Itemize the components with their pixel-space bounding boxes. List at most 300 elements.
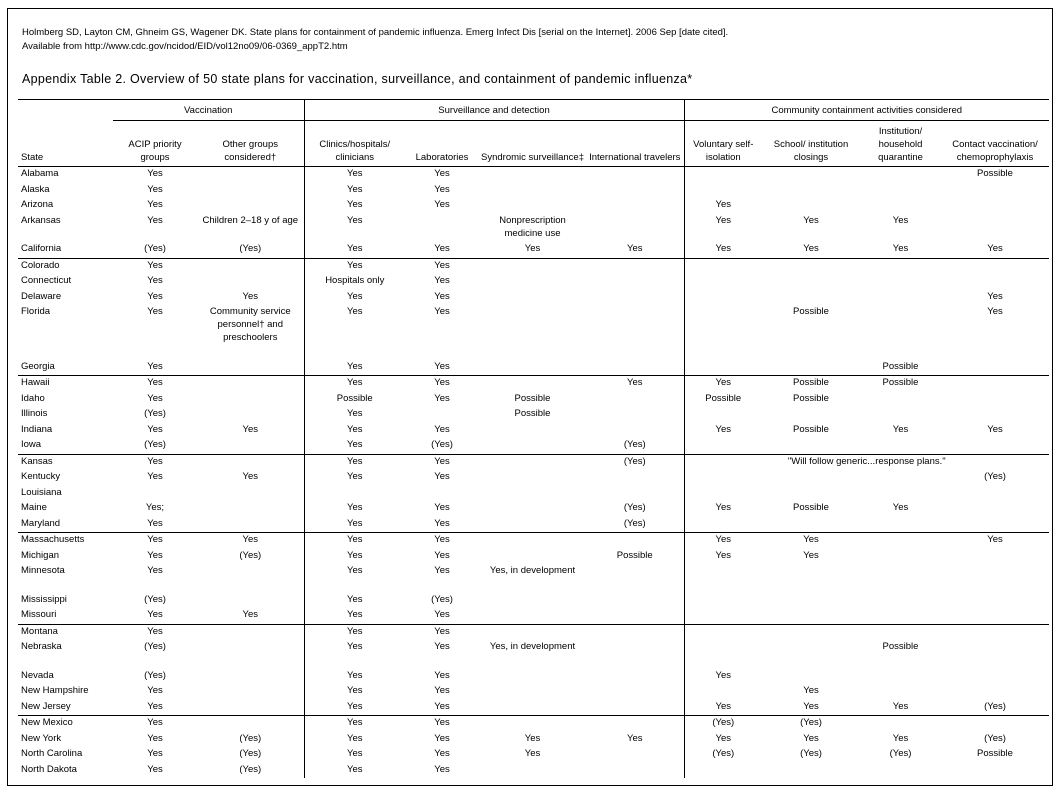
table-cell: Yes: [684, 700, 762, 716]
table-cell: Yes: [987, 306, 1003, 317]
state-column-header: State: [18, 121, 113, 167]
table-cell: [941, 608, 1049, 624]
table-cell: [860, 470, 941, 486]
table-cell: [941, 392, 1049, 408]
table-cell: [197, 407, 304, 423]
table-cell: Possible: [514, 408, 551, 419]
table-cell: Yes: [304, 732, 405, 748]
table-cell: (Yes): [239, 732, 262, 744]
table-row: [18, 274, 1049, 290]
table-cell: [586, 533, 684, 549]
table-row: [18, 423, 1049, 439]
table-cell: Possible: [514, 392, 551, 404]
table-cell: Yes: [304, 700, 405, 716]
table-cell: [684, 360, 762, 376]
table-cell: Community service personnel† and preschoolers: [209, 306, 291, 343]
table-cell: [684, 167, 762, 183]
table-cell: [860, 183, 941, 199]
table-cell: [941, 501, 1049, 517]
table-cell: [197, 198, 304, 214]
table-cell: Yes: [147, 565, 163, 576]
table-cell: Possible: [882, 360, 919, 372]
table-cell: Yes: [304, 360, 405, 376]
table-row: [18, 564, 1049, 593]
table-cell: Yes: [405, 376, 479, 392]
table-cell: Yes: [434, 609, 450, 620]
state-cell: North Carolina: [21, 748, 83, 759]
table-cell: [197, 486, 304, 502]
table-cell: [941, 669, 1049, 685]
table-cell: [941, 624, 1049, 640]
table-cell: Yes: [304, 564, 405, 593]
table-cell: [941, 716, 1049, 732]
table-cell: Yes: [304, 407, 405, 423]
table-cell: Possible: [860, 376, 941, 392]
table-cell: Yes: [147, 423, 163, 435]
table-cell: Yes: [987, 423, 1003, 435]
table-cell: (Yes): [239, 748, 262, 759]
table-cell: [586, 305, 684, 360]
citation-line-1: Holmberg SD, Layton CM, Ghneim GS, Wagener DK. State plans for containment of pandemic influenza. Emerg Infect Dis [serial on the Internet]. 2006 Sep [date cited].: [22, 27, 729, 38]
table-cell: Yes, in development: [489, 641, 576, 652]
table-row: [18, 198, 1049, 214]
table-cell: [197, 669, 304, 685]
table-cell: Yes: [892, 502, 909, 513]
table-cell: Yes: [304, 290, 405, 306]
state-cell: Arkansas: [21, 214, 61, 226]
table-cell: [684, 274, 762, 290]
self-isolation-column-header: Voluntary self-isolation: [684, 121, 762, 167]
table-cell: (Yes): [762, 716, 860, 732]
table-cell: Yes: [304, 624, 405, 640]
syndromic-column-header: Syndromic surveillance‡: [479, 121, 586, 167]
table-cell: [586, 684, 684, 700]
state-cell: Louisiana: [21, 486, 62, 498]
table-cell: Yes: [304, 763, 405, 779]
table-cell: Yes: [586, 376, 684, 392]
table-cell: Yes: [304, 454, 405, 470]
table-cell: Yes: [304, 183, 405, 199]
table-cell: Yes: [147, 517, 163, 529]
table-cell: Yes: [405, 533, 479, 549]
table-cell: [762, 593, 860, 609]
state-cell: Missouri: [21, 609, 57, 620]
table-cell: Yes: [304, 214, 405, 243]
table-cell: Yes: [304, 423, 405, 439]
table-cell: [405, 407, 479, 423]
table-cell: [586, 716, 684, 732]
table-cell: [586, 640, 684, 669]
table-cell: [479, 486, 586, 502]
table-cell: [941, 593, 1049, 609]
table-cell: (Yes): [144, 669, 166, 681]
table-cell: Yes: [434, 423, 450, 435]
table-cell: (Yes): [431, 593, 453, 605]
table-cell: Yes: [434, 183, 450, 195]
table-cell: [762, 167, 860, 183]
table-cell: Yes: [147, 763, 163, 775]
state-cell: Georgia: [21, 360, 55, 372]
table-cell: Yes: [242, 471, 258, 482]
table-cell: (Yes): [800, 748, 822, 759]
table-cell: Yes: [434, 243, 450, 254]
table-cell: Yes: [147, 392, 163, 404]
table-cell: Yes: [892, 423, 909, 435]
table-cell: [479, 669, 586, 685]
table-row: [18, 392, 1049, 408]
table-cell: Yes: [434, 517, 450, 529]
table-cell: [860, 608, 941, 624]
table-row: [18, 549, 1049, 565]
table-cell: [684, 183, 762, 199]
table-cell: Yes: [434, 199, 450, 210]
state-cell: New Jersey: [21, 700, 71, 712]
table-row: [18, 669, 1049, 685]
table-cell: [479, 716, 586, 732]
table-cell: Children 2–18 y of age: [202, 214, 299, 226]
table-cell: Yes: [147, 275, 163, 286]
table-cell: Yes: [147, 183, 163, 195]
table-cell: Yes: [434, 669, 450, 681]
table-cell: [941, 376, 1049, 392]
table-cell: [860, 258, 941, 274]
table-cell: (Yes): [144, 243, 166, 254]
table-cell: Possible: [616, 549, 653, 561]
state-cell: Minnesota: [21, 565, 65, 576]
table-cell: [762, 486, 860, 502]
table-cell: Possible: [793, 306, 829, 317]
table-cell: [684, 470, 762, 486]
table-cell: [479, 198, 586, 214]
table-cell: Yes: [434, 732, 450, 744]
table-cell: [197, 624, 304, 640]
table-row: [18, 486, 1049, 502]
table-cell: [860, 290, 941, 306]
table-cell: Possible: [793, 392, 829, 404]
table-cell: [684, 517, 762, 533]
table-cell: Yes: [147, 471, 163, 482]
table-cell: Possible: [684, 392, 762, 408]
table-cell: Yes: [304, 438, 405, 454]
table-cell: Yes: [242, 423, 258, 435]
state-cell: Montana: [18, 624, 113, 640]
table-cell: [762, 517, 860, 533]
table-cell: [197, 700, 304, 716]
table-cell: [197, 684, 304, 700]
table-cell: (Yes): [431, 439, 453, 450]
table-cell: Yes: [304, 198, 405, 214]
table-cell: [684, 763, 762, 779]
table-cell: [941, 438, 1049, 454]
state-cell: Idaho: [21, 392, 45, 404]
table-row: [18, 624, 1049, 640]
table-cell: [762, 198, 860, 214]
school-closings-column-header: School/ institution closings: [762, 121, 860, 167]
table-cell: Yes: [147, 700, 163, 712]
kansas-note-cell: "Will follow generic...response plans.": [684, 454, 1049, 470]
table-cell: [586, 274, 684, 290]
table-cell: [479, 517, 586, 533]
table-cell: [586, 214, 684, 243]
table-cell: [684, 640, 762, 669]
table-cell: Yes: [147, 290, 163, 302]
table-cell: Yes: [147, 199, 163, 210]
table-cell: Yes: [627, 732, 643, 744]
table-cell: (Yes): [144, 408, 166, 419]
table-cell: [197, 183, 304, 199]
quarantine-column-header: Institution/ household quarantine: [860, 121, 941, 167]
table-cell: Yes: [304, 608, 405, 624]
table-cell: [684, 564, 762, 593]
state-cell: North Dakota: [21, 763, 77, 775]
table-cell: Yes: [684, 501, 762, 517]
table-cell: Yes: [147, 168, 163, 179]
table-cell: Yes: [684, 669, 762, 685]
table-cell: [197, 454, 304, 470]
table-cell: Yes: [684, 549, 762, 565]
column-header-row: [18, 121, 1049, 167]
table-cell: [860, 549, 941, 565]
table-cell: Yes: [434, 392, 450, 404]
table-cell: [860, 669, 941, 685]
state-cell: Indiana: [21, 423, 53, 435]
table-cell: [684, 290, 762, 306]
table-cell: Yes: [892, 214, 909, 226]
table-cell: [197, 376, 304, 392]
table-cell: Yes: [434, 748, 450, 759]
table-cell: Yes: [242, 290, 258, 302]
vaccination-group-header: Vaccination: [113, 100, 304, 121]
table-cell: [684, 684, 762, 700]
table-cell: [479, 470, 586, 486]
table-cell: Possible: [793, 423, 829, 435]
table-cell: [684, 608, 762, 624]
table-cell: [479, 258, 586, 274]
table-cell: Yes: [892, 243, 909, 254]
table-cell: [762, 669, 860, 685]
table-row: [18, 593, 1049, 609]
table-cell: Yes: [941, 533, 1049, 549]
table-cell: [762, 438, 860, 454]
table-cell: Yes: [803, 700, 819, 712]
table-cell: Yes: [304, 640, 405, 669]
table-cell: [941, 198, 1049, 214]
table-cell: (Yes): [623, 439, 646, 450]
state-cell: Connecticut: [21, 275, 72, 286]
table-cell: [479, 700, 586, 716]
table-cell: Yes: [304, 305, 405, 360]
table-row: [18, 214, 1049, 243]
table-cell: [586, 624, 684, 640]
table-row: [18, 684, 1049, 700]
table-cell: [586, 564, 684, 593]
state-cell: Delaware: [21, 290, 62, 302]
table-cell: [586, 669, 684, 685]
table-cell: [197, 392, 304, 408]
table-cell: [941, 407, 1049, 423]
table-cell: Yes;: [145, 502, 165, 513]
table-cell: Yes: [987, 290, 1003, 302]
table-cell: [860, 274, 941, 290]
table-cell: [479, 608, 586, 624]
table-cell: Yes: [434, 641, 450, 652]
table-cell: [762, 470, 860, 486]
table-cell: (Yes): [623, 502, 646, 513]
table-cell: [586, 407, 684, 423]
table-row: [18, 747, 1049, 763]
table-cell: [941, 549, 1049, 565]
table-cell: (Yes): [144, 593, 166, 605]
table-row: [18, 716, 1049, 732]
table-cell: (Yes): [144, 439, 166, 450]
state-cell: Arizona: [21, 199, 54, 210]
table-row: [18, 501, 1049, 517]
table-cell: [762, 407, 860, 423]
table-cell: (Yes): [889, 748, 912, 759]
table-cell: Yes: [304, 167, 405, 183]
table-cell: Yes: [434, 275, 450, 286]
table-cell: Yes: [147, 214, 163, 226]
table-cell: (Yes): [984, 732, 1006, 744]
table-cell: [197, 640, 304, 669]
table-row: [18, 438, 1049, 454]
table-cell: Yes: [987, 243, 1003, 254]
table-row: [18, 608, 1049, 624]
table-cell: Yes: [684, 242, 762, 258]
table-cell: [762, 258, 860, 274]
table-cell: Yes: [113, 454, 197, 470]
table-cell: Yes: [304, 517, 405, 533]
table-cell: [684, 407, 762, 423]
table-cell: Yes: [627, 243, 643, 254]
table-cell: [197, 167, 304, 183]
table-cell: [197, 517, 304, 533]
table-cell: Yes: [892, 732, 909, 744]
table-cell: Yes: [304, 549, 405, 565]
table-cell: [684, 593, 762, 609]
table-cell: Yes: [304, 593, 405, 609]
table-cell: [762, 640, 860, 669]
table-cell: [586, 183, 684, 199]
table-cell: [479, 684, 586, 700]
table-cell: Yes: [434, 168, 450, 179]
table-cell: [304, 486, 405, 502]
table-cell: Possible: [304, 392, 405, 408]
international-travelers-column-header: International travelers: [586, 121, 684, 167]
table-cell: [586, 700, 684, 716]
table-cell: [941, 763, 1049, 779]
table-cell: [479, 305, 586, 360]
table-cell: Yes: [803, 243, 819, 254]
table-cell: Yes: [147, 306, 163, 317]
table-cell: (Yes): [623, 517, 646, 529]
table-cell: Yes: [304, 242, 405, 258]
table-cell: [479, 454, 586, 470]
table-row: [18, 167, 1049, 183]
table-cell: [941, 183, 1049, 199]
table-cell: [586, 290, 684, 306]
table-cell: [762, 564, 860, 593]
table-cell: [479, 274, 586, 290]
table-cell: [860, 438, 941, 454]
table-cell: (Yes): [239, 243, 262, 254]
table-cell: [479, 438, 586, 454]
table-cell: [479, 290, 586, 306]
table-cell: [586, 392, 684, 408]
table-cell: [586, 763, 684, 779]
table-cell: [860, 763, 941, 779]
table-cell: [586, 360, 684, 376]
table-cell: [197, 258, 304, 274]
table-cell: [586, 593, 684, 609]
state-cell: Nebraska: [21, 641, 62, 652]
table-cell: Yes: [434, 685, 450, 696]
surveillance-group-header: Surveillance and detection: [304, 100, 684, 121]
table-cell: Yes: [304, 747, 405, 763]
acip-priority-column-header: ACIP priority groups: [113, 121, 197, 167]
table-cell: Yes: [304, 669, 405, 685]
table-cell: Yes: [304, 470, 405, 486]
table-cell: [405, 486, 479, 502]
table-cell: Yes: [803, 549, 819, 561]
table-cell: [762, 274, 860, 290]
table-cell: [941, 564, 1049, 593]
citation: [22, 26, 1022, 54]
table-cell: [941, 517, 1049, 533]
table-cell: [860, 486, 941, 502]
table-cell: [586, 747, 684, 763]
table-cell: (Yes): [239, 763, 262, 775]
table-cell: [479, 763, 586, 779]
table-cell: [860, 564, 941, 593]
state-cell: Kentucky: [21, 471, 61, 482]
table-cell: [941, 258, 1049, 274]
table-cell: [479, 533, 586, 549]
table-title: Appendix Table 2. Overview of 50 state plans for vaccination, surveillance, and containment of pandemic influenza*: [22, 72, 693, 86]
table-cell: (Yes): [144, 641, 166, 652]
state-cell: Florida: [21, 306, 51, 317]
table-cell: Hospitals only: [304, 274, 405, 290]
table-cell: Yes: [147, 549, 163, 561]
table-row: [18, 700, 1049, 716]
citation-line-2: Available from http://www.cdc.gov/ncidod/EID/vol12no09/06-0369_appT2.htm: [22, 41, 348, 52]
table-cell: Yes: [405, 258, 479, 274]
laboratories-column-header: Laboratories: [405, 121, 479, 167]
table-cell: [860, 198, 941, 214]
state-cell: Michigan: [21, 549, 60, 561]
table-cell: Yes: [684, 198, 762, 214]
table-cell: Yes: [434, 565, 450, 576]
table-row: [18, 732, 1049, 748]
table-cell: Yes: [684, 376, 762, 392]
table-row: [18, 305, 1049, 360]
state-cell: California: [21, 243, 62, 254]
table-cell: [479, 376, 586, 392]
state-cell: Maine: [21, 502, 47, 513]
table-cell: [762, 183, 860, 199]
table-cell: Yes: [434, 502, 450, 513]
table-cell: Yes: [524, 243, 541, 254]
table-cell: Yes: [147, 609, 163, 620]
table-cell: Yes: [434, 471, 450, 482]
table-cell: [762, 360, 860, 376]
table-cell: [941, 360, 1049, 376]
state-cell: Nevada: [21, 669, 54, 681]
clinics-column-header: Clinics/hospitals/ clinicians: [304, 121, 405, 167]
table-cell: [586, 470, 684, 486]
state-cell: Colorado: [18, 258, 113, 274]
table-row: [18, 407, 1049, 423]
